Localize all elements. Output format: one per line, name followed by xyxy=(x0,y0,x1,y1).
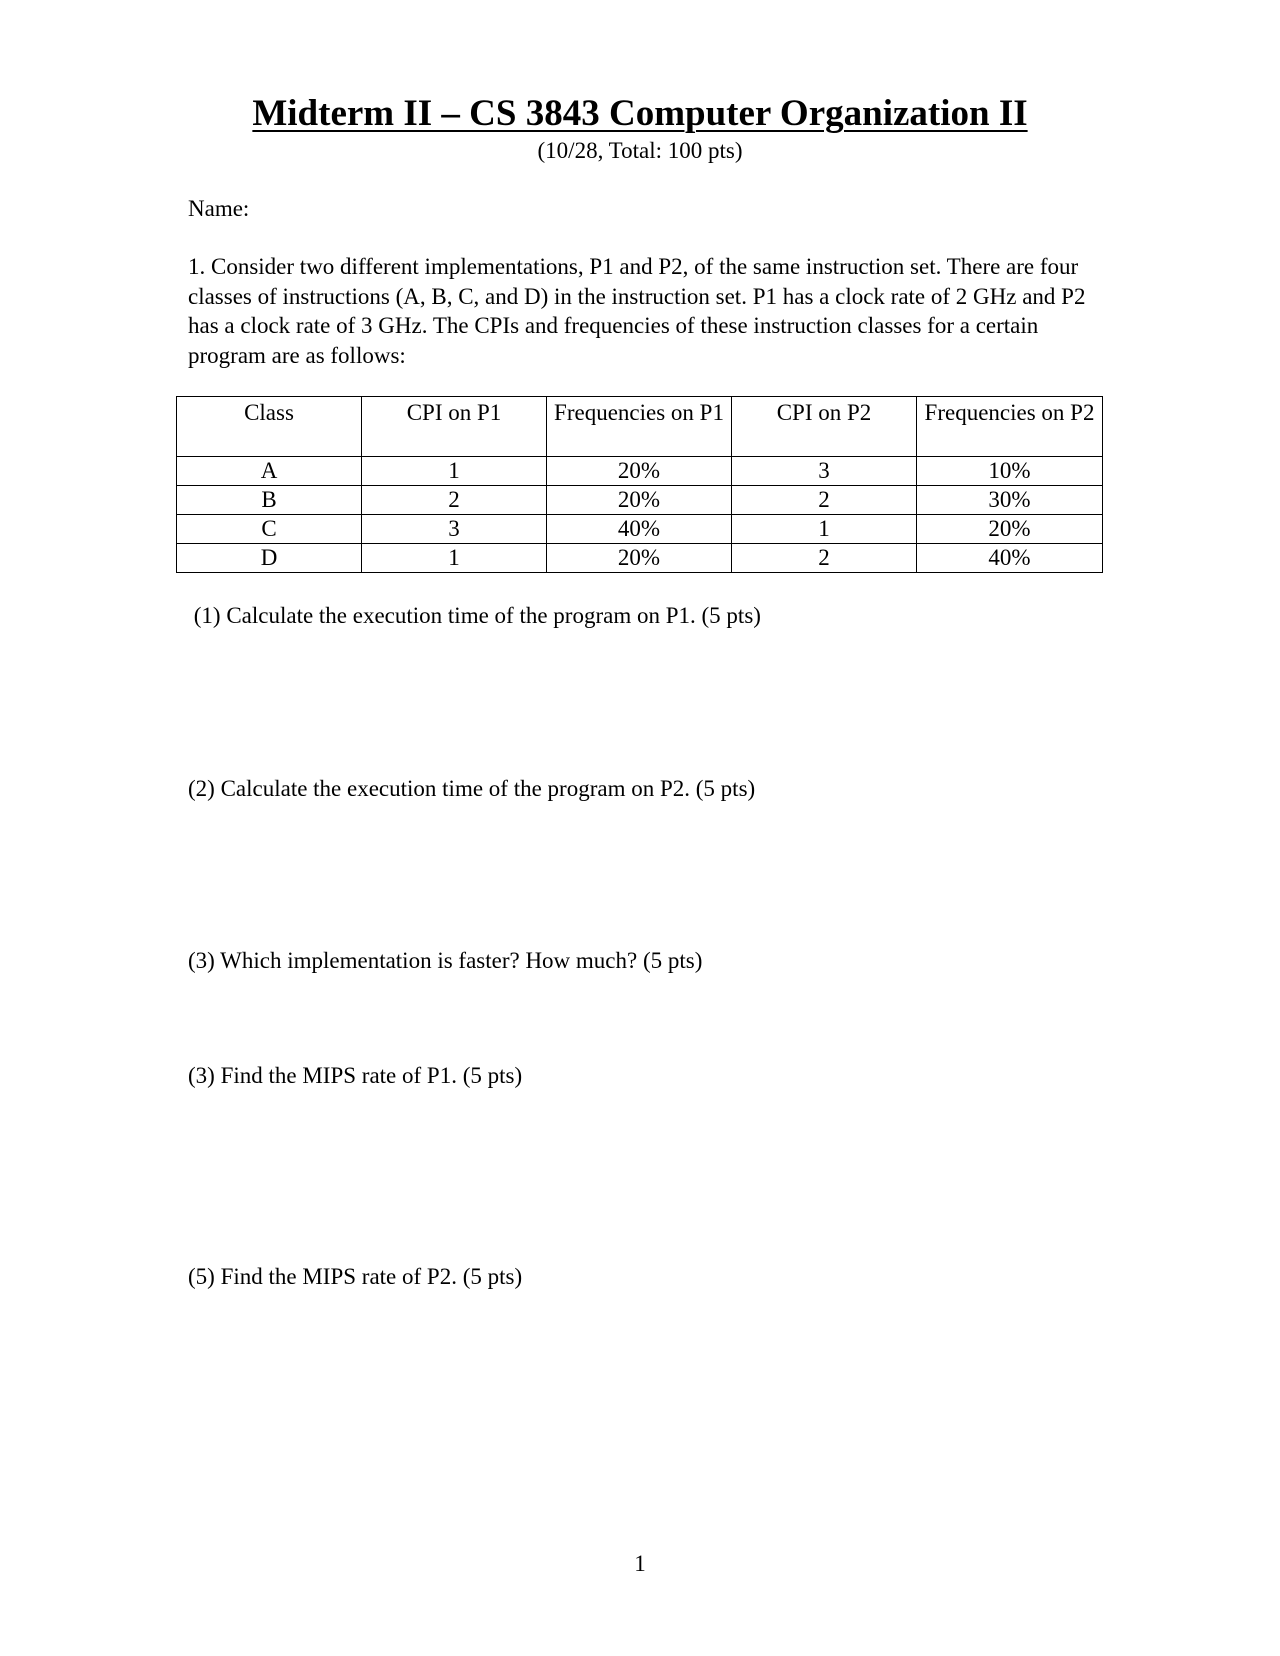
exam-title: Midterm II – CS 3843 Computer Organization II xyxy=(252,93,1028,134)
instruction-class-table xyxy=(176,396,1103,573)
table-header-cell: Class xyxy=(177,397,362,457)
table-cell: 10% xyxy=(917,457,1103,486)
table-header-cell: Frequencies on P1 xyxy=(547,397,732,457)
table-cell: 20% xyxy=(547,486,732,515)
table-cell: A xyxy=(177,457,362,486)
table-cell: 20% xyxy=(547,544,732,573)
table-cell: 40% xyxy=(917,544,1103,573)
table-cell: 1 xyxy=(362,544,547,573)
table-cell: 30% xyxy=(917,486,1103,515)
question-3: (3) Which implementation is faster? How much? (5 pts) xyxy=(188,948,703,973)
table-cell: 2 xyxy=(732,544,917,573)
table-cell: 1 xyxy=(362,457,547,486)
table-row xyxy=(177,457,1103,486)
table-cell: B xyxy=(177,486,362,515)
table-cell: C xyxy=(177,515,362,544)
table-header-row xyxy=(177,397,1103,457)
table-cell: 3 xyxy=(362,515,547,544)
table-cell: 1 xyxy=(732,515,917,544)
table-row xyxy=(177,486,1103,515)
table-header-cell: Frequencies on P2 xyxy=(917,397,1103,457)
table-cell: 40% xyxy=(547,515,732,544)
page-number: 1 xyxy=(634,1551,646,1576)
question-5: (5) Find the MIPS rate of P2. (5 pts) xyxy=(188,1264,523,1289)
table-cell: 20% xyxy=(917,515,1103,544)
name-label: Name: xyxy=(188,196,250,221)
table-cell: 2 xyxy=(362,486,547,515)
question-4: (3) Find the MIPS rate of P1. (5 pts) xyxy=(188,1063,523,1088)
question-2: (2) Calculate the execution time of the program on P2. (5 pts) xyxy=(188,776,756,801)
table-header-cell: CPI on P2 xyxy=(732,397,917,457)
table-row xyxy=(177,515,1103,544)
table-cell: D xyxy=(177,544,362,573)
table-row xyxy=(177,544,1103,573)
problem-statement: 1. Consider two different implementations, P1 and P2, of the same instruction set. There are four classes of instructions (A, B, C, and D) in the instruction set. P1 has a clock rate of 2 GHz and P2 has a clock rate of 3 GHz. The CPIs and frequencies of these instruction classes for a certain program are as follows: xyxy=(188,254,1086,368)
exam-subtitle: (10/28, Total: 100 pts) xyxy=(537,138,743,163)
table-cell: 20% xyxy=(547,457,732,486)
table-cell: 3 xyxy=(732,457,917,486)
question-1: (1) Calculate the execution time of the program on P1. (5 pts) xyxy=(188,603,761,628)
table-header-cell: CPI on P1 xyxy=(362,397,547,457)
table-cell: 2 xyxy=(732,486,917,515)
